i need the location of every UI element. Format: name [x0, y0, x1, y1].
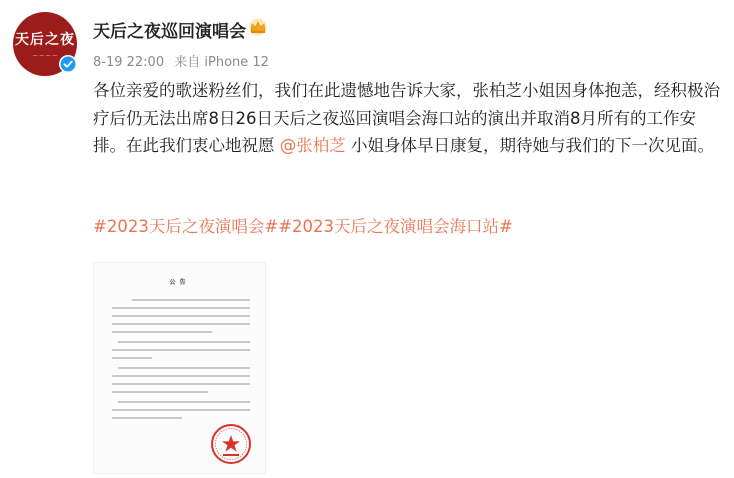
post-text-start: 各位亲爱的歌迷粉丝们，我们在此遗憾地告诉大家，张柏芝小姐因身体抱恙，经积极治疗后仍无法出席8日26日天后之夜巡回演唱会海口站的演出并取消8月所有的工作安排。在此我们衷心地祝愿 [93, 81, 720, 155]
notice-text-line [112, 331, 212, 333]
notice-text-line [112, 315, 250, 317]
notice-text-line [112, 349, 250, 351]
avatar-logo-text: 天后之夜 [15, 32, 75, 48]
notice-text-line [112, 375, 250, 377]
official-seal-icon [210, 423, 252, 465]
notice-text-line [112, 383, 250, 385]
post-body [93, 77, 723, 160]
post-meta [93, 51, 275, 70]
notice-text-line [132, 299, 250, 301]
notice-text-line [112, 417, 182, 419]
post-source: 来自 iPhone 12 [174, 55, 269, 70]
notice-text-line [118, 341, 250, 343]
post-text-end: 小姐身体早日康复，期待她与我们的下一次见面。 [345, 136, 714, 155]
post-timestamp[interactable]: 8-19 22:00 [93, 55, 165, 70]
notice-image[interactable] [93, 262, 266, 474]
verified-badge-icon [59, 55, 77, 73]
hashtag-links[interactable]: #2023天后之夜演唱会##2023天后之夜演唱会海口站# [93, 217, 513, 236]
notice-text-line [118, 367, 250, 369]
avatar-logo-subtext: — — — — [32, 53, 58, 59]
notice-text-line [112, 307, 250, 309]
notice-text-line [112, 323, 250, 325]
notice-text-line [118, 401, 250, 403]
author-name[interactable]: 天后之夜巡回演唱会 [93, 22, 246, 42]
notice-text-line [112, 357, 152, 359]
notice-text-line [112, 391, 208, 393]
notice-title: 公告 [169, 279, 190, 286]
notice-text-line [112, 409, 250, 411]
mention-link[interactable]: @张柏芝 [279, 136, 346, 155]
gold-crown-icon [247, 18, 269, 36]
